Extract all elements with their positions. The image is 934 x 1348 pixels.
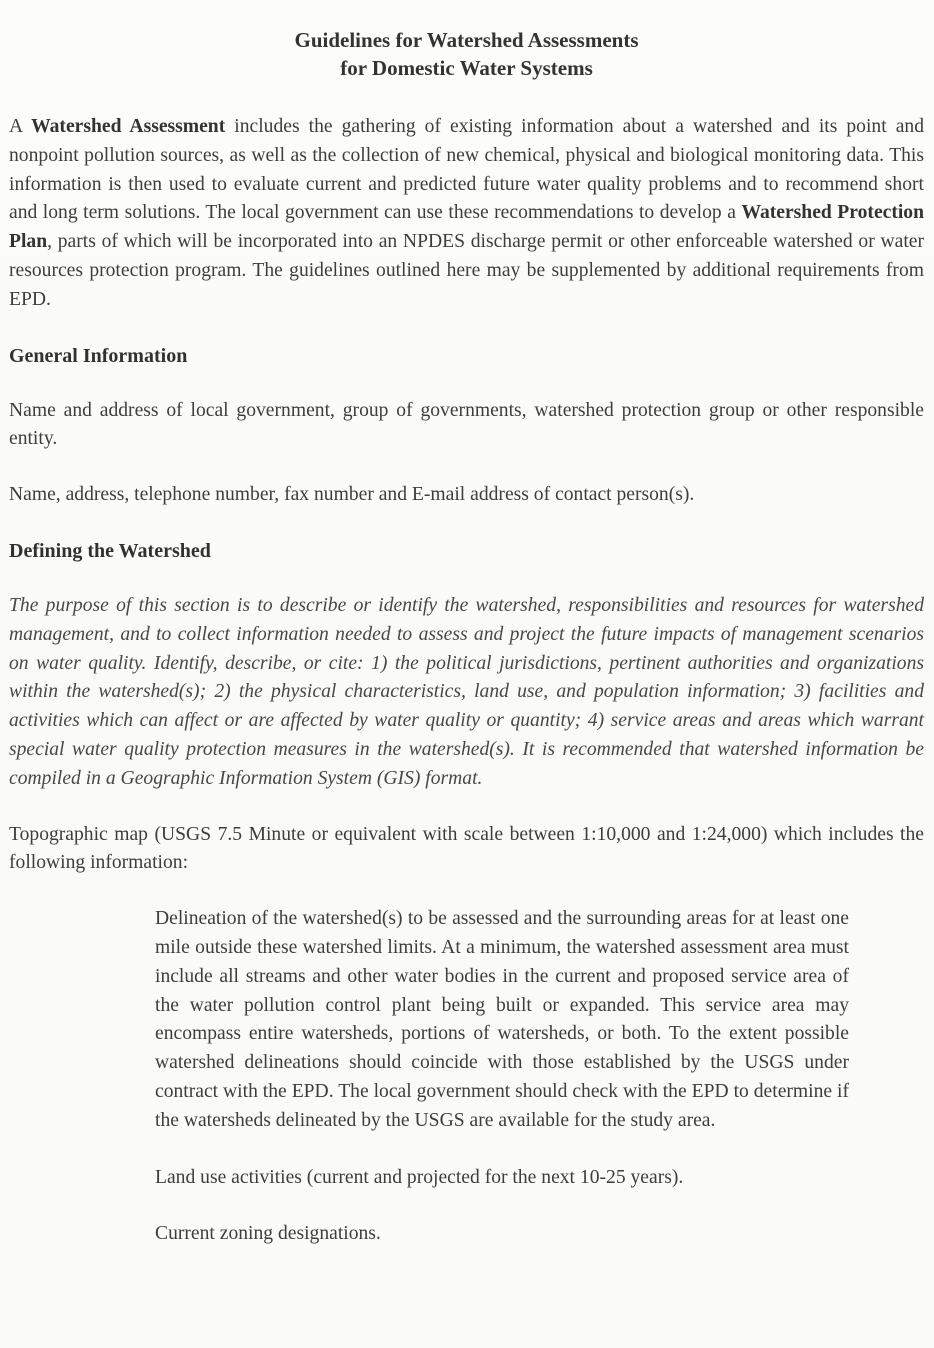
intro-text-c: , parts of which will be incorporated into an NPDES discharge permit or other enforceable watershed or water resources protection program. The guidelines outlined here may be supplemented by additional requirements from EPD. (9, 231, 924, 310)
indented-requirements-list (155, 905, 849, 1249)
list-item-land-use-activities: Land use activities (current and projected for the next 10-25 years). (155, 1166, 684, 1188)
intro-text-b: includes the gathering of existing information about a watershed and its point and nonpoint pollution sources, as well as the collection of new chemical, physical and biological monitoring data. This information is then used to evaluate current and predicted future water quality problems and to recommend short and long term solutions. The local government can use these recommendations to develop a (9, 116, 925, 224)
list-item-current-zoning: Current zoning designations. (155, 1223, 381, 1245)
title-line-1: Guidelines for Watershed Assessments (294, 28, 639, 52)
paragraph-topographic-map: Topographic map (USGS 7.5 Minute or equivalent with scale between 1:10,000 and 1:24,000) which includes the following information: (9, 823, 924, 874)
intro-paragraph (9, 113, 924, 315)
paragraph-section-purpose: The purpose of this section is to describe or identify the watershed, responsibilities and resources for watershed management, and to collect information needed to assess and project the future impacts of management scenarios on water quality. Identify, describe, or cite: 1) the political jurisdictions, pertinent authorities and organizations within the watershed(s); 2) the physical characteristics, land use, and population information; 3) facilities and activities which can affect or are affected by water quality or quantity; 4) service areas and areas which warrant special water quality protection measures in the watershed(s). It is recommended that watershed information be compiled in a Geographic Information System (GIS) format. (9, 594, 924, 789)
watershed-protection-plan-term: Watershed Protection Plan (9, 202, 924, 253)
list-item-watershed-delineation: Delineation of the watershed(s) to be assessed and the surrounding areas for at least one mile outside these watershed limits. At a minimum, the watershed assessment area must include all streams and other water bodies in the current and proposed service area of the water pollution control plant being built or expanded. This service area may encompass entire watersheds, portions of watersheds, or both. To the extent possible watershed delineations should coincide with those established by the USGS under contract with the EPD. The local government should check with the EPD to determine if the watersheds delineated by the USGS are available for the study area. (155, 908, 849, 1131)
title-line-2: for Domestic Water Systems (340, 56, 593, 80)
heading-general-information: General Information (9, 344, 188, 367)
heading-defining-the-watershed: Defining the Watershed (9, 539, 211, 562)
intro-text-a: A (9, 116, 32, 137)
paragraph-responsible-entity: Name and address of local government, group of governments, watershed protection group or other responsible entity. (9, 399, 924, 450)
watershed-assessment-term: Watershed Assessment (31, 116, 226, 137)
document-title (9, 26, 924, 82)
paragraph-contact-person: Name, address, telephone number, fax number and E-mail address of contact person(s). (9, 484, 695, 506)
